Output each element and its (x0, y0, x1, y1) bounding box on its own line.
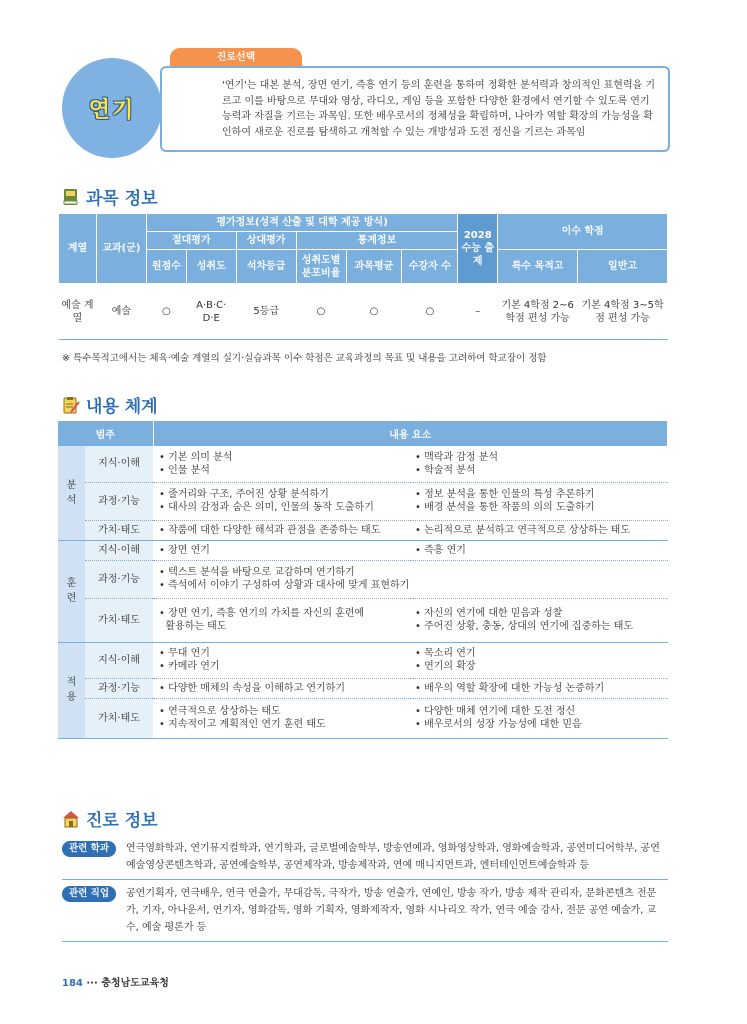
category-label: 지식·이해 (85, 446, 153, 482)
subject-title: 연기 (88, 97, 136, 123)
cell-general: 기본 4학점 3~5학점 편성 가능 (578, 284, 668, 340)
area-label: 분 석 (58, 446, 85, 540)
category-label: 지식·이해 (85, 642, 153, 678)
dept-badge: 관련 학과 (62, 841, 116, 857)
content-item: • 장면 연기, 즉흥 연기의 가치를 자신의 훈련에 (159, 608, 365, 619)
header-relative: 상대평가 (236, 232, 296, 250)
content-col-right (411, 540, 668, 560)
subject-info-table (58, 213, 668, 340)
career-divider (62, 941, 668, 942)
header-grade: 석차등급 (236, 250, 296, 284)
content-item: • 목소리 연기 (415, 648, 476, 659)
cell-csat: – (458, 284, 498, 340)
content-item: • 대사의 감정과 숨은 의미, 인물의 동작 도출하기 (159, 502, 374, 513)
content-item: • 자신의 연기에 대한 믿음과 성찰 (415, 608, 563, 619)
content-col-right (411, 446, 668, 482)
content-col-left (153, 482, 411, 520)
header-special: 특수 목적고 (498, 250, 578, 284)
content-col-right (411, 482, 668, 520)
content-system-body (58, 446, 668, 738)
header-stats: 통계정보 (296, 232, 458, 250)
clipboard-pencil-icon (62, 396, 80, 414)
content-item: • 연극적으로 상상하는 태도 (159, 706, 281, 717)
header-achievement: 성취도 (186, 250, 236, 284)
content-item: • 다양한 매체의 속성을 이해하고 연기하기 (159, 682, 346, 694)
category-label: 지식·이해 (85, 540, 153, 560)
category-label: 과정·기능 (85, 560, 153, 598)
job-text: 공연기획자, 연극배우, 연극 연출가, 무대감독, 극작가, 방송 연출가, 연예인, 방송 작가, 방송 제작 관리자, 문화콘텐츠 전문가, 기자, 아나운서, 연기자, 영화감독, 영화 기획자, 영화제작자, 영화 시나리오 작가, 연극 예술 강사, 전문 공연 예술가, 교수, 예술 평론가 등 (126, 888, 657, 933)
content-col-left (153, 520, 411, 540)
content-col-left (153, 698, 411, 738)
content-item: • 연기의 확장 (415, 661, 476, 672)
header-count: 수강자 수 (402, 250, 458, 284)
category-label: 가치·태도 (85, 698, 153, 738)
header-course: 교과(군) (96, 214, 146, 284)
content-item: • 정보 분석을 통한 인물의 특성 추론하기 (415, 489, 595, 500)
content-col-right (411, 520, 668, 540)
area-label: 적 용 (58, 642, 85, 738)
content-item: • 기본 의미 분석 (159, 451, 233, 463)
content-item: • 텍스트 분석을 바탕으로 교감하며 연기하기 (159, 567, 355, 578)
header-credits: 이수 학점 (498, 214, 668, 250)
content-col-right (411, 642, 668, 678)
page-number: 184 (62, 978, 83, 989)
content-item: • 장면 연기 (159, 544, 210, 556)
content-item: • 무대 연기 (159, 648, 210, 659)
content-item: • 배우로서의 성장 가능성에 대한 믿음 (415, 719, 582, 730)
publisher: 충청남도교육청 (101, 978, 169, 989)
career-dept-row (62, 840, 668, 874)
content-item: • 즉흥 연기 (415, 544, 466, 556)
cell-raw: ○ (146, 284, 186, 340)
content-col-left (153, 446, 411, 482)
page-footer (62, 974, 169, 989)
book-icon (62, 188, 80, 206)
header-mean: 과목평균 (346, 250, 402, 284)
category-label: 가치·태도 (85, 598, 153, 642)
content-col-right (411, 678, 668, 698)
category-label: 과정·기능 (85, 482, 153, 520)
header-content: 내용 요소 (153, 421, 668, 446)
content-item: • 줄거리와 구조, 주어진 상황 분석하기 (159, 489, 329, 500)
content-col-left (153, 642, 411, 678)
cell-field: 예술 계열 (59, 284, 97, 340)
header-distribution: 성취도별 분포비율 (296, 250, 346, 284)
subject-info-note: ※ 특수목적고에서는 체육·예술 계열의 실기·실습과목 이수 학점은 교육과정의 목표 및 내용을 고려하여 학교장이 정함 (62, 353, 547, 364)
header-eval: 평가정보(성적 산출 및 대학 제공 방식) (146, 214, 457, 232)
subject-description: '연기'는 대본 분석, 장면 연기, 즉흥 연기 등의 훈련을 통하여 정확한 분석력과 창의적인 표현력을 기르고 이를 바탕으로 무대와 영상, 라디오, 게임 등을 포함한 다양한 환경에서 연기할 수 있도록 연기 능력과 자질을 기르는 과목임. 또한 배우로서의 정체성을 확립하며, 나아가 역할 확장의 가능성을 확인하여 새로운 진로를 탐색하고 개척할 수 있는 개방성과 도전 정신을 기르는 과목임 (222, 80, 656, 138)
career-job-row (62, 885, 668, 936)
area-label: 훈 련 (58, 540, 85, 642)
section-title: 내용 체계 (86, 397, 158, 417)
content-col-left (153, 598, 411, 642)
content-item: • 즉석에서 이야기 구성하여 상황과 대사에 맞게 표현하기 (159, 580, 410, 591)
header-csat: 2028 수능 출제 (458, 214, 498, 284)
content-col-right (411, 598, 668, 642)
content-item: • 학술적 분석 (415, 464, 476, 476)
section-title: 진로 정보 (86, 811, 158, 831)
cell-grade: 5등급 (236, 284, 296, 340)
header-general: 일반고 (578, 250, 668, 284)
category-label: 가치·태도 (85, 520, 153, 540)
content-item: • 맥락과 감정 분석 (415, 451, 499, 463)
subject-header (62, 48, 672, 154)
dept-text: 연극영화학과, 연기뮤지컬학과, 연기학과, 글로벌예술학부, 방송연예과, 영화영상학과, 영화예술학과, 공연미디어학부, 공연예술영상콘텐츠학과, 공연예술학부, 공연제작과, 방송제작과, 연예 매니지먼트과, 엔터테인먼트예술학과 등 (126, 843, 660, 871)
cell-mean: ○ (346, 284, 402, 340)
content-item: 활용하는 태도 (159, 621, 227, 632)
content-item: • 작품에 대한 다양한 해석과 관점을 존중하는 태도 (159, 524, 381, 536)
subject-description-box (160, 66, 670, 152)
header-raw: 원점수 (146, 250, 186, 284)
cell-achievement: A·B·C· D·E (186, 284, 236, 340)
job-badge: 관련 직업 (62, 886, 116, 902)
section-content-system (62, 392, 158, 417)
subject-badge (62, 58, 162, 158)
content-item: • 논리적으로 분석하고 연극적으로 상상하는 태도 (415, 524, 630, 536)
header-absolute: 절대평가 (146, 232, 236, 250)
content-col-left (153, 560, 668, 598)
content-col-left (153, 678, 411, 698)
career-divider (62, 879, 668, 880)
section-title: 과목 정보 (86, 189, 158, 209)
content-col-right (411, 698, 668, 738)
content-item: • 인물 분석 (159, 464, 210, 476)
content-col-left (153, 540, 411, 560)
content-item: • 카메라 연기 (159, 661, 220, 672)
cell-special: 기본 4학점 2~6학점 편성 가능 (498, 284, 578, 340)
section-subject-info (62, 184, 158, 209)
header-field: 계열 (59, 214, 97, 284)
section-career (62, 806, 158, 831)
footer-sep: ··· (86, 978, 98, 989)
content-item: • 지속적이고 계획적인 연기 훈련 태도 (159, 719, 326, 730)
header-category: 범주 (58, 421, 153, 446)
house-icon (62, 810, 80, 828)
content-system-table (58, 421, 668, 739)
career-select-tag: 진로선택 (170, 48, 302, 68)
cell-distribution: ○ (296, 284, 346, 340)
cell-course: 예술 (96, 284, 146, 340)
content-item: • 주어진 상황, 충동, 상대의 연기에 집중하는 태도 (415, 621, 634, 632)
content-item: • 다양한 매체 연기에 대한 도전 정신 (415, 706, 576, 717)
category-label: 과정·기능 (85, 678, 153, 698)
cell-count: ○ (402, 284, 458, 340)
content-item: • 배경 분석을 통한 작품의 의의 도출하기 (415, 502, 595, 513)
content-item: • 배우의 역할 확장에 대한 가능성 논증하기 (415, 682, 605, 694)
